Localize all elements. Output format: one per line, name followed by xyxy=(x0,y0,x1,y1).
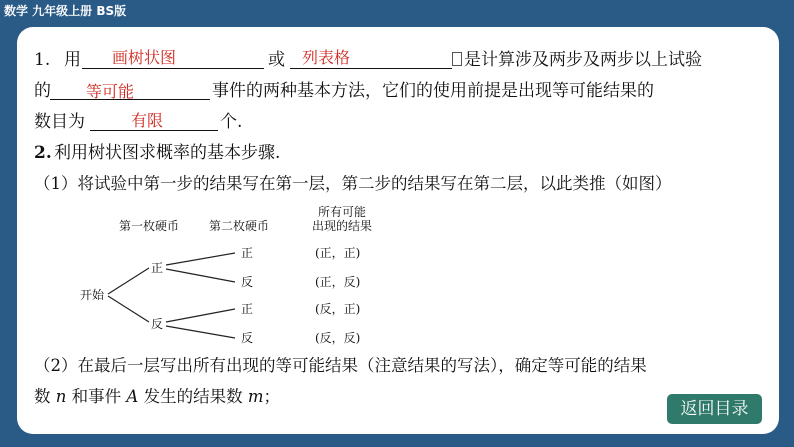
item1-line3-head: 数目为 xyxy=(34,112,85,132)
answer-4: 有限 xyxy=(131,111,164,130)
step1-text: （1）将试验中第一步的结果写在第一层，第二步的结果写在第二层，以此类推（如图） xyxy=(34,174,672,193)
item1-tail-1: 是计算涉及两步及两步以上试验 xyxy=(452,50,702,70)
branch-start-to-tails xyxy=(108,296,149,322)
tree-level1-a: 正 xyxy=(151,261,164,275)
course-label: 数学 九年级上册 BS版 xyxy=(4,4,127,18)
branch-heads-to-heads xyxy=(166,253,235,265)
branch-tails-to-heads xyxy=(166,309,235,322)
step2-line1: （2）在最后一层写出所有出现的等可能结果（注意结果的写法），确定等可能的结果 xyxy=(34,356,647,375)
step2-line2: 数 n 和事件 A 发生的结果数 m； xyxy=(34,387,280,406)
item1-text-de: 的 xyxy=(34,81,51,101)
tree-level2-d: 反 xyxy=(241,331,254,345)
tree-result-2: (正，反) xyxy=(315,275,361,289)
var-n: n xyxy=(55,387,67,406)
tree-level2-b: 反 xyxy=(241,275,254,289)
item2-number: 2. xyxy=(34,143,52,163)
back-to-contents-button[interactable]: 返回目录 xyxy=(667,394,762,424)
branch-tails-to-tails xyxy=(166,326,235,338)
item1-line3-tail: 个. xyxy=(220,112,243,132)
tree-head-results-2: 出现的结果 xyxy=(312,219,373,233)
tree-level2-a: 正 xyxy=(241,246,254,260)
item2-title: 利用树状图求概率的基本步骤. xyxy=(54,143,281,163)
tree-level2-c: 正 xyxy=(241,302,254,316)
answer-1: 画树状图 xyxy=(112,48,177,67)
tree-result-3: (反，正) xyxy=(315,302,361,316)
answer-2: 列表格 xyxy=(302,48,351,67)
item1-number: 1. xyxy=(34,50,51,70)
tree-head-second: 第二枚硬币 xyxy=(209,219,270,233)
item1-text-yong: 用 xyxy=(64,50,81,70)
tree-level1-b: 反 xyxy=(151,317,164,331)
item1-tail-2: 事件的两种基本方法，它们的使用前提是出现等可能结果的 xyxy=(212,81,654,101)
var-A: A xyxy=(126,387,139,406)
answer-3: 等可能 xyxy=(86,82,135,101)
var-m: m xyxy=(247,387,264,406)
tree-head-first: 第一枚硬币 xyxy=(119,219,180,233)
branch-heads-to-tails xyxy=(166,269,235,282)
item1-text-huo: 或 xyxy=(268,50,285,70)
tree-result-4: (反，反) xyxy=(315,331,361,345)
tree-head-results-1: 所有可能 xyxy=(318,205,367,219)
tree-start: 开始 xyxy=(80,288,105,302)
branch-start-to-heads xyxy=(108,268,149,294)
tree-result-1: (正，正) xyxy=(315,246,361,260)
